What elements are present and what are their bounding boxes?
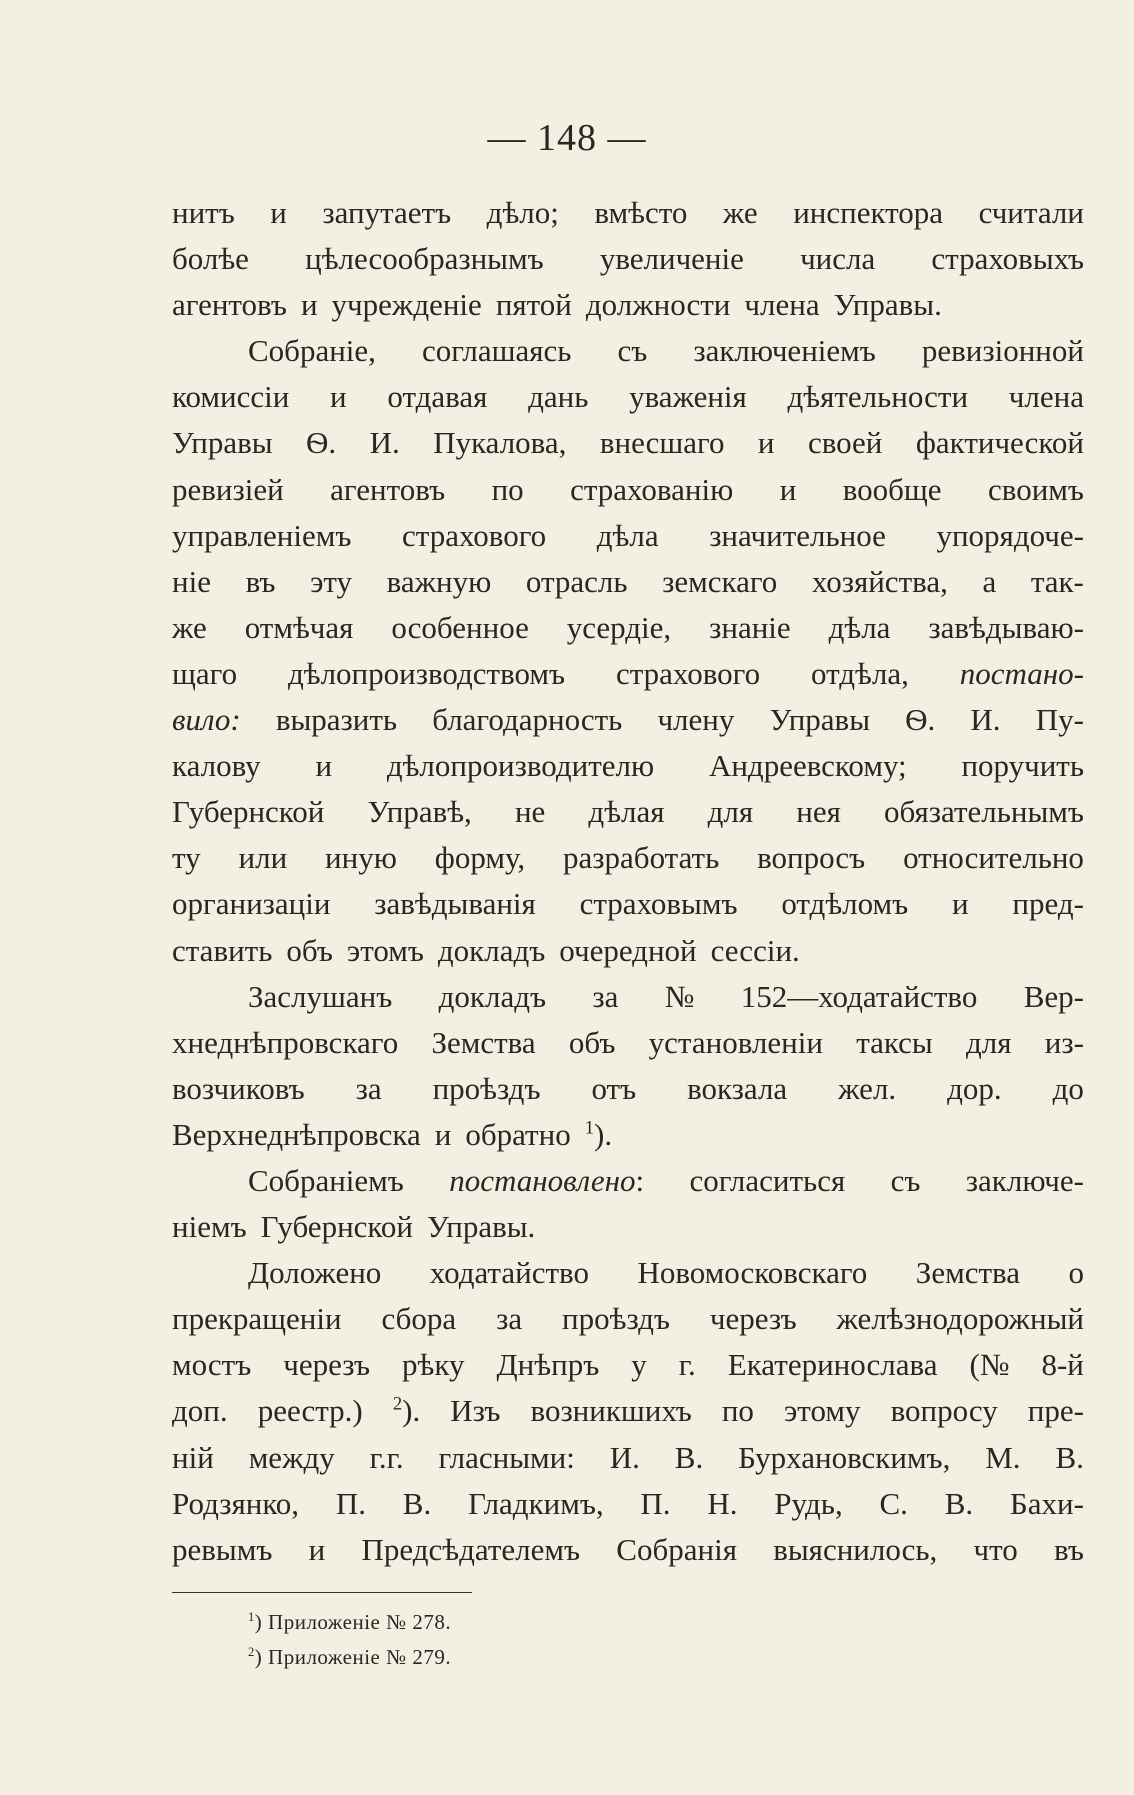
text-line (172, 974, 1084, 1020)
word: С. (879, 1485, 908, 1521)
word: так- (1030, 563, 1084, 599)
word: инспектора (793, 195, 944, 230)
text-line (172, 1481, 1084, 1527)
word: вило: (172, 702, 241, 738)
word: объ (568, 1024, 616, 1060)
text-line (172, 236, 1084, 282)
word: хнеднѣпровскаго (172, 1024, 399, 1060)
word: и (952, 886, 969, 922)
word: постановлено: (449, 1162, 645, 1198)
word: усердiе, (566, 609, 672, 645)
word: внесшаго (599, 425, 725, 461)
text-line (172, 559, 1084, 605)
text-line (172, 467, 1084, 513)
word: № (664, 978, 695, 1014)
word: докладъ (438, 978, 547, 1014)
word: Управы. (833, 287, 942, 323)
page-number: — 148 — (487, 117, 647, 159)
word: отдѣломъ (781, 886, 909, 922)
text-line (172, 651, 1084, 697)
text-line (172, 282, 1084, 328)
word: дѣлопроизводителю (386, 748, 655, 784)
word: Доложено (248, 1255, 382, 1291)
word: ставить (172, 932, 273, 968)
word: Губернской (172, 794, 325, 830)
word: особенное (391, 609, 529, 645)
word: гласными: (438, 1439, 575, 1475)
text-line (172, 1066, 1084, 1112)
word: за (592, 978, 619, 1014)
word: прекращенiи (172, 1301, 342, 1337)
footnote-mark: 2 (248, 1645, 255, 1659)
word: ревымъ (172, 1531, 273, 1567)
word: дѣло; (486, 195, 559, 230)
word: г.г. (369, 1439, 404, 1475)
word: болѣе (172, 241, 249, 277)
word: П. (335, 1485, 366, 1521)
text-line (172, 190, 1084, 236)
footnotes (248, 1605, 451, 1675)
text-line (172, 835, 1084, 881)
word: до (1052, 1070, 1084, 1106)
word: Ѳ. (905, 702, 936, 738)
text-line (172, 1020, 1084, 1066)
word: Пукалова, (433, 425, 567, 461)
word: считали (978, 195, 1084, 230)
word: И. (970, 702, 1001, 738)
word: своей (807, 425, 883, 461)
word: завѣдываю- (928, 609, 1084, 645)
word: Управѣ, (367, 794, 472, 830)
word: управленiемъ (172, 517, 352, 553)
word: Управы. (427, 1209, 536, 1245)
word: а (982, 563, 997, 599)
word: знанiе (709, 609, 791, 645)
text-line (172, 789, 1084, 835)
text-line (172, 513, 1084, 559)
word: нитъ (172, 195, 235, 230)
word: Гладкимъ, (467, 1485, 604, 1521)
word: въ (245, 563, 276, 599)
word: из- (1044, 1024, 1084, 1060)
word: черезъ (709, 1301, 797, 1337)
word: члену (657, 702, 735, 738)
word: цѣлесообразнымъ (305, 241, 544, 277)
word: И. (369, 425, 400, 461)
word: или (238, 840, 288, 876)
word: Земства (431, 1024, 536, 1060)
word: Ѳ. (306, 425, 337, 461)
word: дѣлопроизводствомъ (287, 655, 566, 691)
word: дѣла (596, 517, 659, 553)
word: Пу- (1035, 702, 1084, 738)
word: въ (1054, 1531, 1084, 1567)
word: форму, (434, 840, 526, 876)
word: вообще (842, 471, 942, 507)
footnote (248, 1640, 451, 1675)
text-line (172, 1250, 1084, 1296)
word: этому (784, 1393, 861, 1429)
word: ревизiей (172, 471, 284, 507)
word: упорядоче- (936, 517, 1084, 553)
word: дѣла (828, 609, 891, 645)
word: калову (172, 748, 261, 784)
text-line (172, 374, 1084, 420)
word: $^1$). (584, 1116, 613, 1152)
word: установленiи (648, 1024, 823, 1060)
word: съ (617, 333, 648, 369)
word: и (308, 1531, 326, 1567)
word: Днѣпръ (496, 1347, 600, 1383)
word: П. (640, 1485, 671, 1521)
word: вокзала (687, 1070, 788, 1106)
word: числа (800, 241, 876, 277)
word: Вер- (1023, 978, 1084, 1014)
footnote (248, 1605, 451, 1640)
word: соглашаясь (421, 333, 572, 369)
word: Андреевскому; (708, 748, 907, 784)
word: Управы (172, 425, 273, 461)
word: Рудь, (774, 1485, 843, 1521)
word: и (270, 195, 287, 230)
word: Собранiе, (248, 333, 376, 369)
word: В. (1055, 1439, 1084, 1475)
word: и (434, 1116, 452, 1152)
word: проѣздъ (432, 1070, 541, 1106)
word: отъ (591, 1070, 637, 1106)
word: эту (310, 563, 353, 599)
word: мостъ (172, 1347, 252, 1383)
word: заключе- (965, 1162, 1084, 1198)
text-line (172, 1388, 1084, 1434)
word: Родзянко, (172, 1485, 300, 1521)
word: жел. (838, 1070, 897, 1106)
word: разработать (563, 840, 720, 876)
word: страхованiю (570, 471, 734, 507)
word: Предсѣдателемъ (361, 1531, 581, 1567)
text-line (172, 1112, 1084, 1158)
word: значительное (709, 517, 886, 553)
word: очередной (559, 932, 697, 968)
word: таксы (856, 1024, 933, 1060)
word: не (514, 794, 546, 830)
word: Н. (707, 1485, 738, 1521)
word: отдавая (387, 379, 488, 415)
word: для (707, 794, 754, 830)
word: пре- (1027, 1393, 1084, 1429)
word: и (300, 287, 318, 323)
word: сессiи. (710, 932, 800, 968)
word: дор. (947, 1070, 1002, 1106)
word: члена (1008, 379, 1084, 415)
word: по (491, 471, 524, 507)
word: Собранiя (616, 1531, 737, 1567)
word: и (315, 748, 333, 784)
word: сбора (381, 1301, 457, 1337)
word: у (631, 1347, 647, 1383)
word: важную (386, 563, 492, 599)
word: дань (528, 379, 589, 415)
word: выяснилось, (773, 1531, 938, 1567)
word: страхового (402, 517, 547, 553)
word: страховымъ (579, 886, 738, 922)
word: агентовъ (330, 471, 446, 507)
word: нiемъ (172, 1209, 247, 1245)
word: агентовъ (172, 287, 287, 323)
word: дѣлая (588, 794, 665, 830)
word: И. (609, 1439, 640, 1475)
word: что (973, 1531, 1018, 1567)
word: 8-й (1041, 1347, 1084, 1383)
word: ревизiонной (921, 333, 1084, 369)
word: Собранiемъ (248, 1162, 404, 1198)
word: же (172, 609, 207, 645)
text-line (172, 420, 1084, 466)
word: Изъ (450, 1393, 501, 1429)
text-line (172, 1296, 1084, 1342)
word: Бахи- (1009, 1485, 1084, 1521)
word: страховыхъ (931, 241, 1084, 277)
word: между (248, 1439, 335, 1475)
word: относительно (903, 840, 1084, 876)
word: же (722, 195, 758, 230)
word: 152—ходатайство (740, 978, 978, 1014)
word: члена (744, 287, 820, 323)
text-line (172, 928, 1084, 974)
word: обратно (465, 1116, 571, 1152)
word: вопросъ (757, 840, 866, 876)
footnote-text: ) Приложенiе № 278. (254, 1610, 452, 1634)
word: В. (944, 1485, 974, 1521)
word: поручить (961, 748, 1084, 784)
word: благодарность (432, 702, 623, 738)
word: отмѣчая (244, 609, 354, 645)
word: отрасль (525, 563, 628, 599)
footnote-mark: 1 (248, 1610, 255, 1624)
word: Заслушанъ (248, 978, 393, 1014)
word: нiй (172, 1439, 214, 1475)
word: дѣятельности (787, 379, 969, 415)
word: выразить (275, 702, 398, 738)
word: съ (890, 1162, 921, 1198)
word: комиссiи (172, 379, 290, 415)
word: и (779, 471, 797, 507)
footnote-text: ) Приложенiе № 279. (254, 1645, 452, 1669)
word: проѣздъ (562, 1301, 670, 1337)
word: за (496, 1301, 523, 1337)
word: объ (286, 932, 333, 968)
word: доп. (172, 1393, 228, 1429)
word: вмѣсто (594, 195, 688, 230)
word: реестр.) (257, 1393, 363, 1429)
text-line (172, 743, 1084, 789)
word: В. (674, 1439, 704, 1475)
word: докладъ (437, 932, 546, 968)
word: страхового (615, 655, 761, 691)
word: возникшихъ (530, 1393, 692, 1429)
word: обязательнымъ (884, 794, 1084, 830)
text-line (172, 328, 1084, 374)
word: завѣдыванiя (374, 886, 536, 922)
word: Земства (915, 1255, 1020, 1291)
text-line (172, 1204, 1084, 1250)
word: организацiи (172, 886, 331, 922)
text-line (172, 1342, 1084, 1388)
text-line (172, 605, 1084, 651)
word: Екатеринослава (727, 1347, 938, 1383)
word: хозяйства, (811, 563, 948, 599)
word: учрежденiе (331, 287, 482, 323)
text-line (172, 697, 1084, 743)
word: Новомосковскаго (637, 1255, 868, 1291)
word: нея (796, 794, 841, 830)
text-line (172, 1527, 1084, 1573)
word: пред- (1012, 886, 1084, 922)
word: запутаетъ (322, 195, 452, 230)
word: щаго (172, 655, 238, 691)
word: ту (172, 840, 201, 876)
word: рѣку (402, 1347, 465, 1383)
word: увеличенiе (599, 241, 744, 277)
text-line (172, 1158, 1084, 1204)
body-text (172, 190, 1084, 1573)
word: черезъ (283, 1347, 370, 1383)
word: В. (402, 1485, 432, 1521)
word: М. (985, 1439, 1021, 1475)
word: иную (325, 840, 397, 876)
word: Управы (769, 702, 871, 738)
word: вопросу (890, 1393, 998, 1429)
word: $^2$). (392, 1393, 421, 1429)
word: г. (678, 1347, 696, 1383)
word: постано- (959, 655, 1084, 691)
word: для (966, 1024, 1012, 1060)
word: по (721, 1393, 754, 1429)
word: Губернской (260, 1209, 413, 1245)
word: и (330, 379, 347, 415)
word: возчиковъ (172, 1070, 305, 1106)
text-line (172, 1435, 1084, 1481)
word: должности (585, 287, 731, 323)
footnote-divider (172, 1592, 472, 1593)
word: и (757, 425, 775, 461)
text-line (172, 881, 1084, 927)
word: заключенiемъ (693, 333, 876, 369)
word: (№ (969, 1347, 1010, 1383)
word: этомъ (346, 932, 424, 968)
word: желѣзнодорожный (836, 1301, 1084, 1337)
word: согласиться (689, 1162, 846, 1198)
word: своимъ (988, 471, 1084, 507)
word: уваженiя (629, 379, 747, 415)
word: Верхнеднѣпровска (172, 1116, 421, 1152)
word: Бурхановскимъ, (738, 1439, 951, 1475)
word: о (1068, 1255, 1084, 1291)
word: фактической (915, 425, 1084, 461)
word: отдѣла, (811, 655, 909, 691)
word: земскаго (662, 563, 778, 599)
word: за (355, 1070, 382, 1106)
word: пятой (495, 287, 572, 323)
word: ходатайство (429, 1255, 589, 1291)
word: нiе (172, 563, 211, 599)
